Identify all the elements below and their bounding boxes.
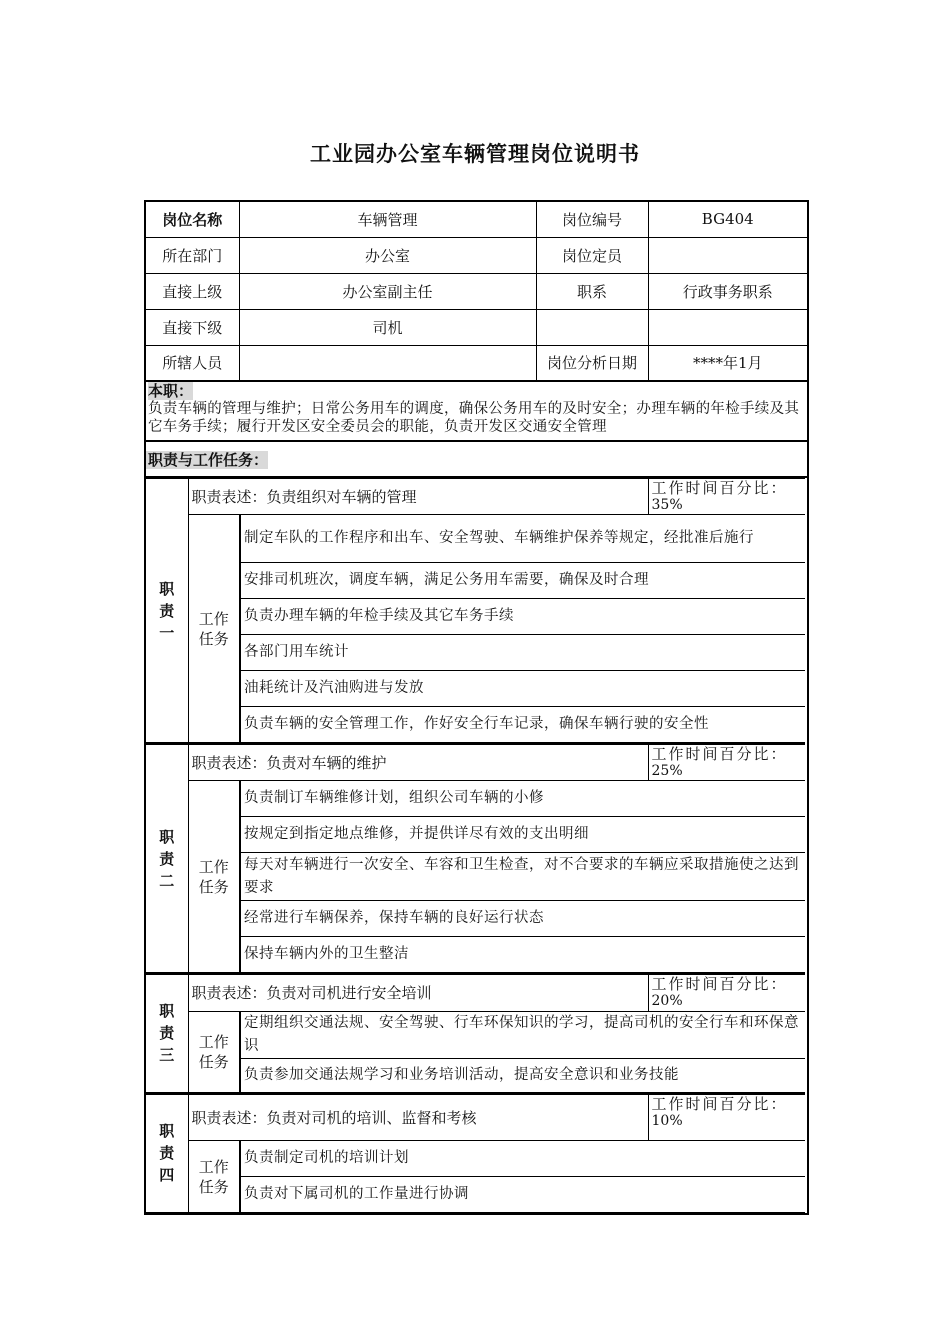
duty-block	[146, 743, 805, 973]
benzhi-text: 负责车辆的管理与维护；日常公务用车的调度，确保公务用车的及时安全；办理车辆的年检手续及其它车务手续；履行开发区安全委员会的职能，负责开发区交通安全管理	[148, 401, 800, 435]
duty-label: 职责三	[146, 974, 188, 1092]
value-job-family: 行政事务职系	[648, 273, 808, 309]
task-item: 制定车队的工作程序和出车、安全驾驶、车辆维护保养等规定，经批准后施行	[240, 515, 805, 563]
time-percentage-label: 工作时间百分比：	[651, 975, 788, 993]
duty-description: 职责表述：负责对车辆的维护	[188, 744, 648, 781]
header-row	[145, 237, 808, 273]
task-label-text: 工作任务	[198, 609, 229, 648]
duty-label: 职责二	[146, 744, 188, 973]
label-job-family: 职系	[536, 273, 648, 309]
time-percentage-label: 工作时间百分比：	[651, 745, 788, 763]
duty-label: 职责四	[146, 1094, 188, 1213]
task-item: 负责制定司机的培训计划	[240, 1141, 805, 1177]
time-percentage-value: 20%	[651, 993, 683, 1009]
time-percentage-cell	[648, 479, 805, 515]
header-row	[145, 345, 808, 381]
label-position-name: 岗位名称	[145, 201, 239, 237]
task-item: 负责制订车辆维修计划，组织公司车辆的小修	[240, 781, 805, 817]
value-supervisor: 办公室副主任	[239, 273, 536, 309]
label-position-code: 岗位编号	[536, 201, 648, 237]
duties-header: 职责与工作任务：	[148, 450, 269, 469]
label-subordinate: 直接下级	[145, 309, 239, 345]
value-position-name: 车辆管理	[239, 201, 536, 237]
task-item: 每天对车辆进行一次安全、车容和卫生检查，对不合要求的车辆应采取措施使之达到要求	[240, 853, 805, 901]
page-title: 工业园办公室车辆管理岗位说明书	[310, 142, 640, 166]
task-item: 负责对下属司机的工作量进行协调	[240, 1177, 805, 1213]
benzhi-cell	[145, 381, 808, 441]
label-analysis-date: 岗位分析日期	[536, 345, 648, 381]
duty-block	[146, 478, 805, 743]
header-row	[145, 309, 808, 345]
time-percentage-label: 工作时间百分比：	[651, 479, 788, 497]
value-headcount	[648, 237, 808, 273]
duty-block	[146, 973, 805, 1093]
label-department: 所在部门	[145, 237, 239, 273]
duties-header-row	[145, 441, 808, 477]
time-percentage-value: 10%	[651, 1112, 683, 1129]
value-subordinate: 司机	[239, 309, 536, 345]
task-item: 经常进行车辆保养，保持车辆的良好运行状态	[240, 901, 805, 937]
task-label	[188, 1141, 240, 1213]
label-supervisor: 直接上级	[145, 273, 239, 309]
task-item: 按规定到指定地点维修，并提供详尽有效的支出明细	[240, 817, 805, 853]
task-label	[188, 515, 240, 743]
time-percentage-label: 工作时间百分比：	[651, 1094, 788, 1113]
time-percentage-cell	[648, 1094, 805, 1141]
task-item: 各部门用车统计	[240, 635, 805, 671]
value-position-code: BG404	[648, 201, 808, 237]
duty-block	[146, 1093, 805, 1214]
task-label-text: 工作任务	[198, 1157, 229, 1196]
label-empty	[536, 309, 648, 345]
task-label	[188, 781, 240, 973]
value-empty	[648, 309, 808, 345]
task-item: 保持车辆内外的卫生整洁	[240, 937, 805, 973]
task-item: 安排司机班次，调度车辆，满足公务用车需要，确保及时合理	[240, 563, 805, 599]
time-percentage-value: 35%	[651, 497, 683, 513]
benzhi-row	[145, 381, 808, 441]
value-analysis-date: ****年1月	[648, 345, 808, 381]
duty-description: 职责表述：负责组织对车辆的管理	[188, 479, 648, 515]
duty-description: 职责表述：负责对司机进行安全培训	[188, 974, 648, 1011]
value-staff	[239, 345, 536, 381]
label-headcount: 岗位定员	[536, 237, 648, 273]
time-percentage-cell	[648, 974, 805, 1011]
task-item: 负责办理车辆的年检手续及其它车务手续	[240, 599, 805, 635]
value-department: 办公室	[239, 237, 536, 273]
task-label-text: 工作任务	[198, 857, 229, 896]
job-description-table	[144, 200, 809, 1215]
task-item: 负责车辆的安全管理工作，作好安全行车记录，确保车辆行驶的安全性	[240, 707, 805, 743]
benzhi-label: 本职：	[148, 382, 194, 400]
time-percentage-cell	[648, 744, 805, 781]
duty-label: 职责一	[146, 479, 188, 743]
task-item: 油耗统计及汽油购进与发放	[240, 671, 805, 707]
duties-row	[145, 477, 808, 1214]
time-percentage-value: 25%	[651, 763, 683, 779]
header-row	[145, 273, 808, 309]
task-label	[188, 1011, 240, 1092]
duty-description: 职责表述：负责对司机的培训、监督和考核	[188, 1094, 648, 1141]
task-label-text: 工作任务	[198, 1032, 229, 1071]
label-staff: 所辖人员	[145, 345, 239, 381]
task-item: 负责参加交通法规学习和业务培训活动，提高安全意识和业务技能	[240, 1058, 805, 1092]
duties-container	[146, 478, 807, 1213]
task-item: 定期组织交通法规、安全驾驶、行车环保知识的学习，提高司机的安全行车和环保意识	[240, 1011, 805, 1058]
header-row	[145, 201, 808, 237]
